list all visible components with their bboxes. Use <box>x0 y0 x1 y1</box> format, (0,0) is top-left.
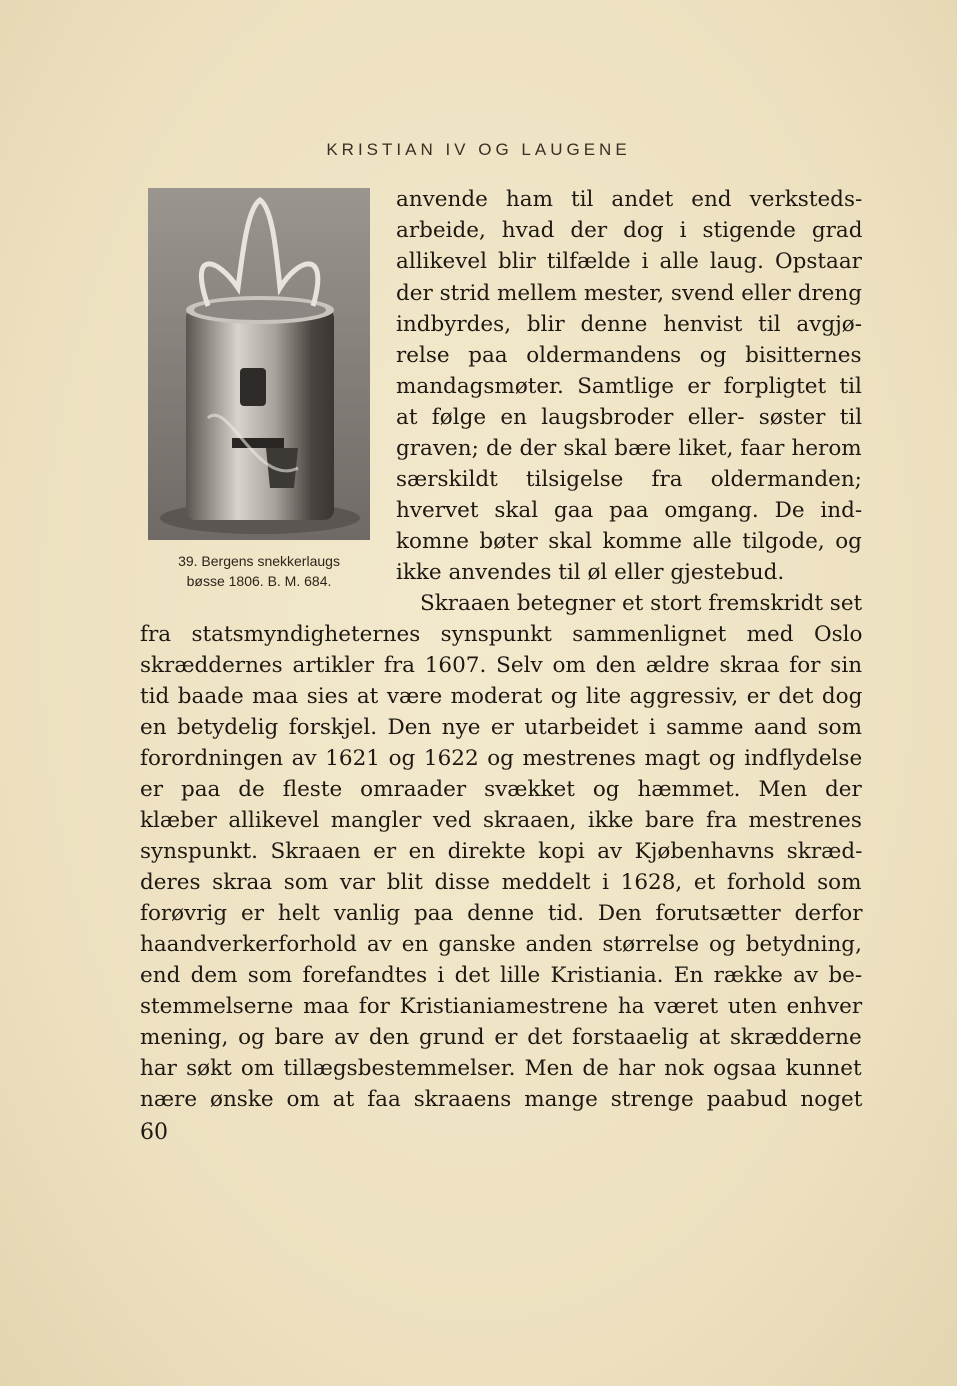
text-line: arbeide, hvad der dog i stigende grad <box>396 218 863 243</box>
text-line: anvende ham til andet end verksteds- <box>396 187 863 212</box>
caption-line: 39. Bergens snekkerlaugs <box>178 553 340 569</box>
text-line: en betydelig forskjel. Den nye er utarbeidet i samme aand som <box>140 715 862 740</box>
text-line: graven; de der skal bære liket, faar herom <box>396 436 862 461</box>
text-line: har søkt om tillægsbestemmelser. Men de har nok ogsaa kunnet <box>140 1056 862 1081</box>
text-line: relse paa oldermandens og bisitternes <box>396 343 862 368</box>
figure-caption <box>140 551 378 591</box>
paragraph-start-line: Skraaen betegner et stort fremskridt set <box>420 591 863 616</box>
caption-line: bøsse 1806. B. M. 684. <box>186 573 332 589</box>
text-line: synspunkt. Skraaen er en direkte kopi av Kjøbenhavns skræd- <box>140 839 863 864</box>
text-line: forøvrig er helt vanlig paa denne tid. Den forutsætter derfor <box>140 901 863 926</box>
text-line: nære ønske om at faa skraaens mange strenge paabud noget <box>140 1087 863 1112</box>
text-line: mening, og bare av den grund er det forstaaelig at skrædderne <box>140 1025 862 1050</box>
text-line: klæber allikevel mangler ved skraaen, ikke bare fra mestrenes <box>140 808 862 833</box>
text-line: indbyrdes, blir denne henvist til avgjø- <box>396 312 863 337</box>
text-line: forordningen av 1621 og 1622 og mestrenes magt og indflydelse <box>140 746 863 771</box>
text-line: allikevel blir tilfælde i alle laug. Opstaar <box>396 249 862 274</box>
text-line: stemmelserne maa for Kristianiamestrene ha været uten enhver <box>140 994 863 1019</box>
running-head: KRISTIAN IV OG LAUGENE <box>326 140 631 159</box>
text-line: end dem som forefandtes i det lille Kristiania. En række av be- <box>140 963 863 988</box>
text-line: deres skraa som var blit disse meddelt i 1628, et forhold som <box>140 870 862 895</box>
text-line: tid baade maa sies at være moderat og lite aggressiv, er det dog <box>140 684 863 709</box>
text-line: hvervet skal gaa paa omgang. De ind- <box>396 498 863 523</box>
text-line: komne bøter skal komme alle tilgode, og <box>396 529 862 554</box>
page-number: 60 <box>140 1120 168 1145</box>
text-line: ikke anvendes til øl eller gjestebud. <box>396 560 785 585</box>
figure-39 <box>148 188 370 540</box>
guild-box-photo <box>148 188 370 540</box>
guild-box-illustration <box>148 188 370 540</box>
text-line: at følge en laugsbroder eller- søster til <box>396 405 863 430</box>
text-line: fra statsmyndigheternes synspunkt sammenlignet med Oslo <box>140 622 863 647</box>
text-line: mandagsmøter. Samtlige er forpligtet til <box>396 374 862 399</box>
text-line: særskildt tilsigelse fra oldermanden; <box>396 467 862 492</box>
text-line: skræddernes artikler fra 1607. Selv om den ældre skraa for sin <box>140 653 863 678</box>
text-line: der strid mellem mester, svend eller dreng <box>396 281 862 306</box>
text-line: haandverkerforhold av en ganske anden størrelse og betydning, <box>140 932 862 957</box>
text-line: er paa de fleste omraader svækket og hæmmet. Men der <box>140 777 862 802</box>
